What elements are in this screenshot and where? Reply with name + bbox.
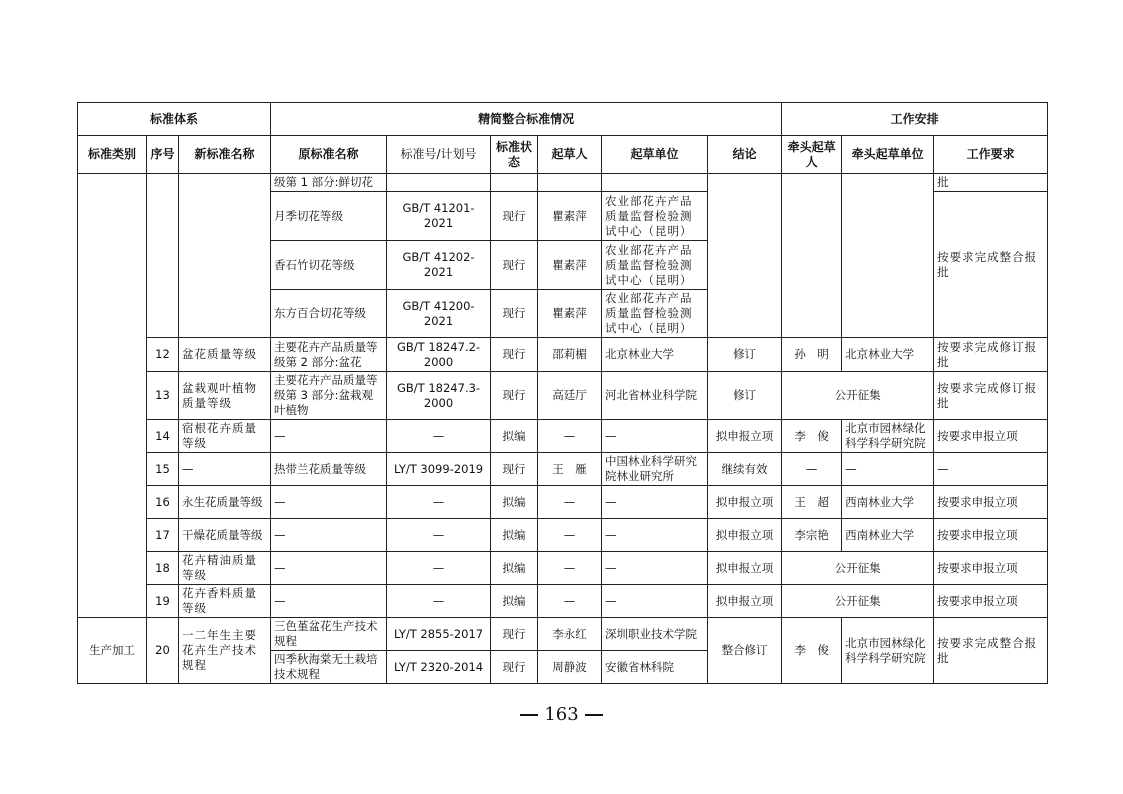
dash-right <box>585 714 603 716</box>
req-cell: 按要求完成整合报批 <box>934 192 1048 338</box>
unit-cell: 深圳职业技术学院 <box>602 618 708 651</box>
conclusion-cell: 修订 <box>708 372 782 420</box>
drafter-cell: 李永红 <box>538 618 602 651</box>
table-row <box>78 420 1048 453</box>
unit-cell: 中国林业科学研究院林业研究所 <box>602 453 708 486</box>
conclusion-cell: 整合修订 <box>708 618 782 684</box>
orig-name-cell: 四季秋海棠无土栽培技术规程 <box>271 651 387 684</box>
header-group-work: 工作安排 <box>782 103 1048 136</box>
lead-unit-cell: 西南林业大学 <box>842 519 934 552</box>
table-row <box>78 486 1048 519</box>
new-name-cell: 盆花质量等级 <box>179 338 271 372</box>
table-row <box>78 618 1048 651</box>
lead-unit-cell: — <box>842 453 934 486</box>
table-row <box>78 585 1048 618</box>
drafter-cell: 瞿素萍 <box>538 192 602 241</box>
drafter-cell: — <box>538 519 602 552</box>
drafter-cell: 高廷厅 <box>538 372 602 420</box>
std-num-cell: — <box>387 420 491 453</box>
status-cell: 现行 <box>491 618 538 651</box>
drafter-cell: — <box>538 552 602 585</box>
drafter-cell: — <box>538 420 602 453</box>
seq-cell: 13 <box>147 372 179 420</box>
orig-name-cell: 主要花卉产品质量等级第 2 部分:盆花 <box>271 338 387 372</box>
header-group-system: 标准体系 <box>78 103 271 136</box>
req-cell: 按要求申报立项 <box>934 420 1048 453</box>
status-cell: 现行 <box>491 372 538 420</box>
orig-name-cell: 三色堇盆花生产技术规程 <box>271 618 387 651</box>
lead-cell: 李 俊 <box>782 618 842 684</box>
dash-left <box>520 714 538 716</box>
status-cell: 拟编 <box>491 420 538 453</box>
new-name-cell: 宿根花卉质量等级 <box>179 420 271 453</box>
col-header: 结论 <box>708 136 782 174</box>
conclusion-cell: 拟申报立项 <box>708 519 782 552</box>
col-header: 标准状态 <box>491 136 538 174</box>
unit-cell: 北京林业大学 <box>602 338 708 372</box>
orig-name-cell: — <box>271 519 387 552</box>
status-cell <box>491 174 538 192</box>
std-num-cell: GB/T 18247.3-2000 <box>387 372 491 420</box>
col-header: 标准号/计划号 <box>387 136 491 174</box>
orig-name-cell: — <box>271 552 387 585</box>
unit-cell: — <box>602 552 708 585</box>
orig-name-cell: — <box>271 585 387 618</box>
status-cell: 拟编 <box>491 519 538 552</box>
status-cell: 现行 <box>491 241 538 290</box>
seq-cell: 15 <box>147 453 179 486</box>
unit-cell: — <box>602 519 708 552</box>
status-cell: 现行 <box>491 192 538 241</box>
orig-name-cell: — <box>271 420 387 453</box>
new-name-cell: 一二年生主要花卉生产技术规程 <box>179 618 271 684</box>
unit-cell: — <box>602 420 708 453</box>
lead-cell: 李宗艳 <box>782 519 842 552</box>
orig-name-cell: 东方百合切花等级 <box>271 290 387 338</box>
orig-name-cell: — <box>271 486 387 519</box>
drafter-cell: — <box>538 486 602 519</box>
unit-cell: — <box>602 486 708 519</box>
req-cell: 按要求完成修订报批 <box>934 338 1048 372</box>
conclusion-cell: 继续有效 <box>708 453 782 486</box>
page-number <box>0 704 1123 725</box>
new-name-cell: — <box>179 453 271 486</box>
std-num-cell <box>387 174 491 192</box>
std-num-cell: — <box>387 552 491 585</box>
lead-merged-cell: 公开征集 <box>782 372 934 420</box>
seq-cell: 20 <box>147 618 179 684</box>
new-name-cell: 盆栽观叶植物质量等级 <box>179 372 271 420</box>
header-row <box>78 136 1048 174</box>
lead-cell: 王 超 <box>782 486 842 519</box>
col-header: 标准类别 <box>78 136 147 174</box>
lead-cell: — <box>782 453 842 486</box>
status-cell: 现行 <box>491 290 538 338</box>
std-num-cell: LY/T 2320-2014 <box>387 651 491 684</box>
lead-unit-cell: 北京市园林绿化科学科学研究院 <box>842 420 934 453</box>
col-header: 原标准名称 <box>271 136 387 174</box>
drafter-cell: 瞿素萍 <box>538 241 602 290</box>
category-cell: 生产加工 <box>78 618 147 684</box>
conclusion-cell: 修订 <box>708 338 782 372</box>
drafter-cell: 周静波 <box>538 651 602 684</box>
standards-table <box>77 102 1048 684</box>
req-cell: 按要求申报立项 <box>934 519 1048 552</box>
lead-unit-cell: 北京市园林绿化科学科学研究院 <box>842 618 934 684</box>
status-cell: 现行 <box>491 338 538 372</box>
seq-cell: 12 <box>147 338 179 372</box>
seq-cell: 14 <box>147 420 179 453</box>
table-row <box>78 552 1048 585</box>
lead-cell <box>782 174 842 338</box>
std-num-cell: GB/T 18247.2-2000 <box>387 338 491 372</box>
lead-cell: 孙 明 <box>782 338 842 372</box>
std-num-cell: LY/T 2855-2017 <box>387 618 491 651</box>
lead-cell: 李 俊 <box>782 420 842 453</box>
req-cell: 按要求完成整合报批 <box>934 618 1048 684</box>
conclusion-cell: 拟申报立项 <box>708 552 782 585</box>
table-row <box>78 453 1048 486</box>
orig-name-cell: 香石竹切花等级 <box>271 241 387 290</box>
orig-name-cell: 热带兰花质量等级 <box>271 453 387 486</box>
std-num-cell: — <box>387 486 491 519</box>
unit-cell: — <box>602 585 708 618</box>
col-header: 序号 <box>147 136 179 174</box>
col-header: 起草单位 <box>602 136 708 174</box>
seq-cell: 18 <box>147 552 179 585</box>
drafter-cell: — <box>538 585 602 618</box>
conclusion-cell: 拟申报立项 <box>708 420 782 453</box>
req-cell: 按要求完成修订报批 <box>934 372 1048 420</box>
col-header: 牵头起草单位 <box>842 136 934 174</box>
unit-cell: 安徽省林科院 <box>602 651 708 684</box>
table-row <box>78 174 1048 192</box>
conclusion-cell: 拟申报立项 <box>708 486 782 519</box>
unit-cell <box>602 174 708 192</box>
lead-merged-cell: 公开征集 <box>782 552 934 585</box>
seq-cell <box>147 174 179 338</box>
std-num-cell: — <box>387 585 491 618</box>
std-num-cell: LY/T 3099-2019 <box>387 453 491 486</box>
req-cell: 按要求申报立项 <box>934 585 1048 618</box>
orig-name-cell: 级第 1 部分:鲜切花 <box>271 174 387 192</box>
conclusion-cell <box>708 174 782 338</box>
status-cell: 拟编 <box>491 585 538 618</box>
table-row <box>78 338 1048 372</box>
orig-name-cell: 主要花卉产品质量等级第 3 部分:盆栽观叶植物 <box>271 372 387 420</box>
req-cell: 批 <box>934 174 1048 192</box>
std-num-cell: — <box>387 519 491 552</box>
lead-unit-cell <box>842 174 934 338</box>
lead-unit-cell: 北京林业大学 <box>842 338 934 372</box>
lead-unit-cell: 西南林业大学 <box>842 486 934 519</box>
req-cell: — <box>934 453 1048 486</box>
unit-cell: 农业部花卉产品质量监督检验测试中心（昆明） <box>602 241 708 290</box>
drafter-cell: 邵莉楣 <box>538 338 602 372</box>
std-num-cell: GB/T 41202-2021 <box>387 241 491 290</box>
std-num-cell: GB/T 41201-2021 <box>387 192 491 241</box>
unit-cell: 农业部花卉产品质量监督检验测试中心（昆明） <box>602 290 708 338</box>
unit-cell: 河北省林业科学院 <box>602 372 708 420</box>
drafter-cell: 瞿素萍 <box>538 290 602 338</box>
status-cell: 现行 <box>491 453 538 486</box>
col-header: 牵头起草人 <box>782 136 842 174</box>
category-cell <box>78 174 147 618</box>
new-name-cell: 干燥花质量等级 <box>179 519 271 552</box>
orig-name-cell: 月季切花等级 <box>271 192 387 241</box>
status-cell: 现行 <box>491 651 538 684</box>
std-num-cell: GB/T 41200-2021 <box>387 290 491 338</box>
new-name-cell: 花卉香料质量等级 <box>179 585 271 618</box>
header-group-consolidation: 精简整合标准情况 <box>271 103 782 136</box>
req-cell: 按要求申报立项 <box>934 486 1048 519</box>
seq-cell: 16 <box>147 486 179 519</box>
new-name-cell: 永生花质量等级 <box>179 486 271 519</box>
col-header: 新标准名称 <box>179 136 271 174</box>
status-cell: 拟编 <box>491 552 538 585</box>
table-row <box>78 372 1048 420</box>
req-cell: 按要求申报立项 <box>934 552 1048 585</box>
header-group-row <box>78 103 1048 136</box>
unit-cell: 农业部花卉产品质量监督检验测试中心（昆明） <box>602 192 708 241</box>
status-cell: 拟编 <box>491 486 538 519</box>
page-number-text: 163 <box>544 704 579 725</box>
seq-cell: 17 <box>147 519 179 552</box>
drafter-cell <box>538 174 602 192</box>
col-header: 工作要求 <box>934 136 1048 174</box>
new-name-cell <box>179 174 271 338</box>
seq-cell: 19 <box>147 585 179 618</box>
lead-merged-cell: 公开征集 <box>782 585 934 618</box>
conclusion-cell: 拟申报立项 <box>708 585 782 618</box>
drafter-cell: 王 雁 <box>538 453 602 486</box>
col-header: 起草人 <box>538 136 602 174</box>
table-row <box>78 519 1048 552</box>
new-name-cell: 花卉精油质量等级 <box>179 552 271 585</box>
